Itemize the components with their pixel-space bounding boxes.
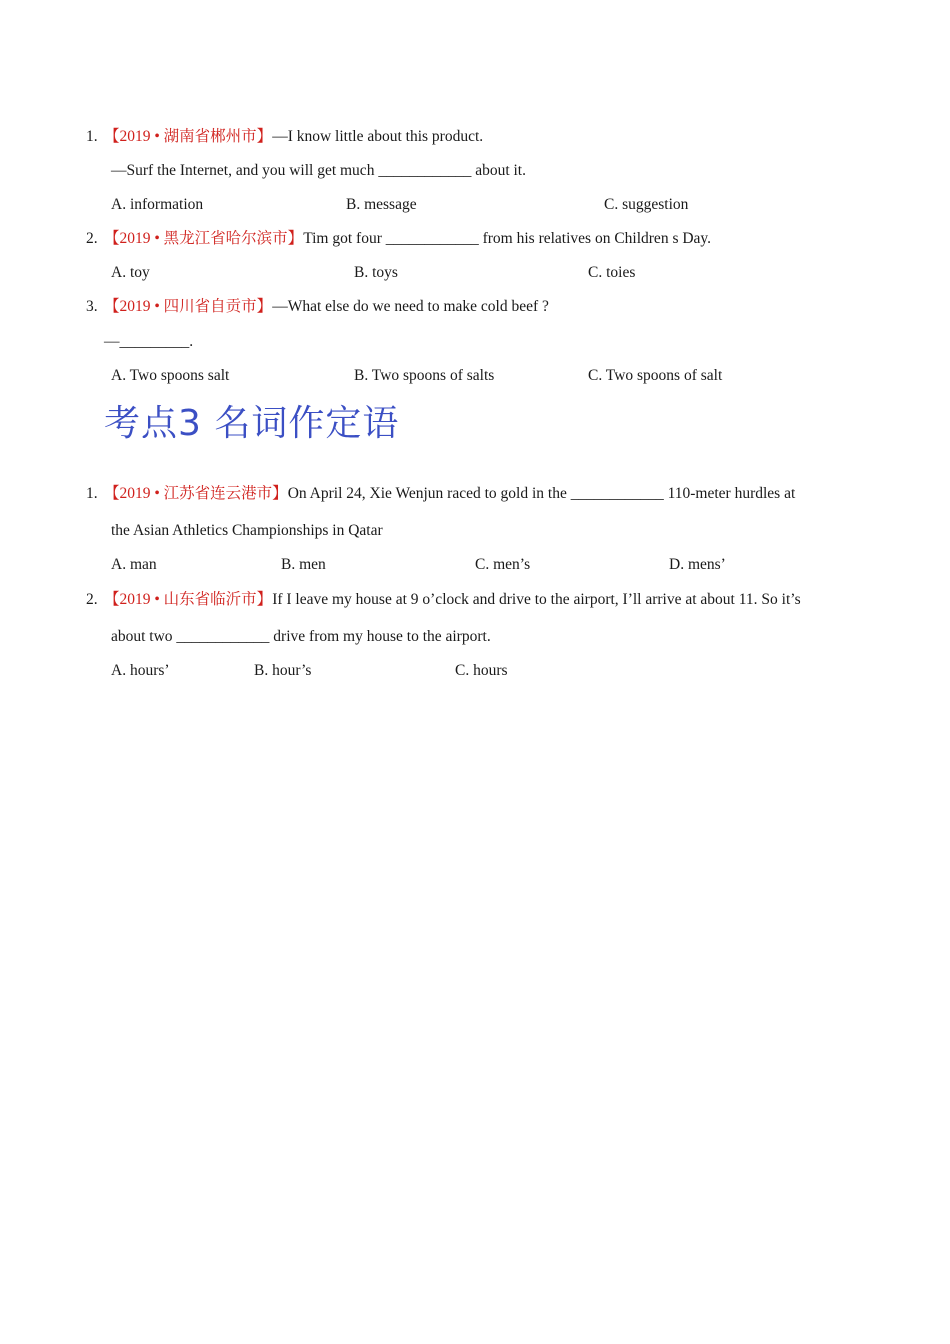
option-b: B. hour’s — [254, 662, 312, 679]
option-c: C. hours — [455, 662, 508, 679]
option-a: A. hours’ — [111, 662, 170, 679]
question-number: 2. — [86, 230, 98, 247]
option-a: A. information — [111, 196, 204, 213]
option-c: C. Two spoons of salt — [588, 367, 723, 384]
question-stem — [104, 484, 795, 504]
question-number: 1. — [86, 128, 98, 145]
question-stem — [104, 297, 549, 317]
option-b: B. men — [281, 556, 326, 573]
option-c: C. men’s — [475, 556, 531, 573]
option-a: A. man — [111, 556, 157, 573]
question-number: 1. — [86, 485, 98, 502]
question-text: On April 24, Xie Wenjun raced to gold in the ____________ 110-meter hurdles at — [287, 485, 796, 502]
question-stem — [104, 590, 801, 610]
question-text: —I know little about this product. — [272, 128, 484, 145]
question-stem — [104, 127, 483, 147]
option-a: A. toy — [111, 264, 150, 281]
question-line-2: —Surf the Internet, and you will get much ____________ about it. — [111, 162, 526, 179]
question-source: 【2019 • 山东省临沂市】 — [104, 591, 273, 608]
question-line-2: the Asian Athletics Championships in Qatar — [111, 522, 383, 539]
question-source: 【2019 • 湖南省郴州市】 — [104, 128, 273, 145]
question-source: 【2019 • 江苏省连云港市】 — [104, 485, 288, 502]
section-heading: 考点3 名词作定语 — [104, 403, 400, 444]
question-number: 3. — [86, 298, 98, 315]
question-text: If I leave my house at 9 o’clock and drive to the airport, I’ll arrive at about 11. So it’s — [272, 591, 801, 608]
question-source: 【2019 • 黑龙江省哈尔滨市】 — [104, 230, 304, 247]
option-b: B. message — [346, 196, 417, 213]
question-stem — [104, 229, 711, 249]
question-source: 【2019 • 四川省自贡市】 — [104, 298, 273, 315]
question-number: 2. — [86, 591, 98, 608]
question-line-2: —_________. — [104, 333, 194, 350]
option-b: B. toys — [354, 264, 398, 281]
question-text: —What else do we need to make cold beef ? — [272, 298, 549, 315]
question-line-2: about two ____________ drive from my house to the airport. — [111, 628, 491, 645]
option-d: D. mens’ — [669, 556, 726, 573]
option-c: C. suggestion — [604, 196, 689, 213]
option-a: A. Two spoons salt — [111, 367, 230, 384]
question-text: Tim got four ____________ from his relatives on Children s Day. — [303, 230, 712, 247]
option-c: C. toies — [588, 264, 636, 281]
option-b: B. Two spoons of salts — [354, 367, 495, 384]
